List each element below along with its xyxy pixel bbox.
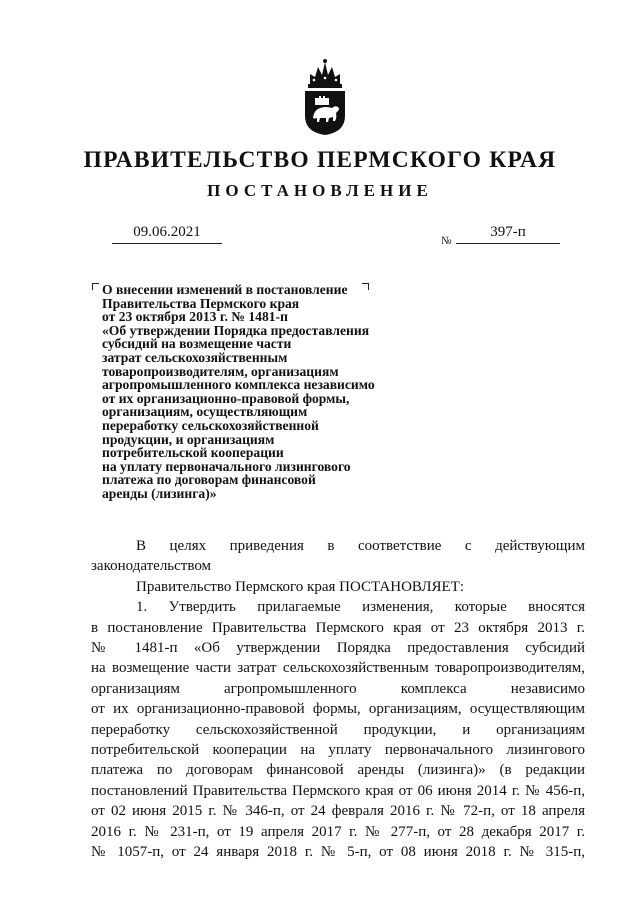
document-body — [91, 536, 585, 863]
document-type: ПОСТАНОВЛЕНИЕ — [207, 181, 433, 200]
subject-line: переработку сельскохозяйственной — [102, 417, 319, 433]
body-line: В целях приведения в соответствие с действующим — [136, 538, 585, 554]
number-underline — [456, 243, 560, 244]
subject-line: затрат сельскохозяйственным — [102, 349, 288, 365]
subject-line: платежа по договорам финансовой — [102, 472, 316, 488]
subject-line: Правительства Пермского края — [102, 295, 300, 311]
body-line: на возмещение части затрат сельскохозяйственным товаропроизводителям, — [91, 660, 585, 677]
body-line: переработку сельскохозяйственной продукции, и организациям — [91, 721, 585, 738]
document-date: 09.06.2021 — [133, 224, 201, 240]
coat-of-arms-emblem — [302, 58, 348, 136]
body-line: законодательством — [91, 558, 212, 575]
body-line: потребительской кооперации на уплату первоначального лизингового — [91, 742, 585, 759]
body-line: от их организационно-правовой формы, организациям, осуществляющим — [91, 701, 585, 718]
subject-line: агропромышленного комплекса независимо — [102, 377, 375, 393]
body-line: организациям агропромышленного комплекса независимо — [91, 680, 585, 697]
subject-line: О внесении изменений в постановление — [102, 282, 348, 297]
subject-line: аренды (лизинга)» — [102, 485, 217, 501]
subject-bracket-left — [92, 283, 99, 290]
body-line: в постановление Правительства Пермского края от 23 октября 2013 г. — [91, 619, 585, 636]
body-line: постановлений Правительства Пермского края от 06 июня 2014 г. № 456-п, — [91, 782, 585, 799]
number-sign: № — [441, 235, 452, 247]
body-line: № 1481-п «Об утверждении Порядка предоставления субсидий — [91, 640, 585, 657]
body-line: 1. Утвердить прилагаемые изменения, которые вносятся — [136, 599, 585, 616]
body-line: 2016 г. № 231-п, от 19 апреля 2017 г. № 277-п, от 28 декабря 2017 г. — [91, 823, 585, 840]
subject-block — [102, 283, 432, 501]
body-line: № 1057-п, от 24 января 2018 г. № 5-п, от 08 июня 2018 г. № 315-п, — [91, 844, 585, 861]
subject-line: субсидий на возмещение части — [102, 336, 292, 352]
subject-line: товаропроизводителям, организациям — [102, 363, 339, 379]
document-number: 397-п — [490, 224, 526, 240]
government-title: ПРАВИТЕЛЬСТВО ПЕРМСКОГО КРАЯ — [83, 147, 557, 173]
date-underline — [112, 243, 222, 244]
body-line: Правительство Пермского края ПОСТАНОВЛЯЕТ: — [136, 578, 465, 595]
body-line: от 02 июня 2015 г. № 346-п, от 24 февраля 2016 г. № 72-п, от 18 апреля — [91, 803, 585, 820]
body-line: платежа по договорам финансовой аренды (лизинга)» (в редакции — [91, 762, 585, 779]
subject-line: от 23 октября 2013 г. № 1481-п — [102, 309, 288, 325]
subject-line: продукции, и организациям — [102, 431, 275, 447]
subject-line: на уплату первоначального лизингового — [102, 458, 351, 474]
subject-line: организациям, осуществляющим — [102, 404, 308, 420]
subject-line: потребительской кооперации — [102, 445, 284, 461]
subject-line: от их организационно-правовой формы, — [102, 390, 350, 406]
subject-line: «Об утверждении Порядка предоставления — [102, 322, 370, 338]
